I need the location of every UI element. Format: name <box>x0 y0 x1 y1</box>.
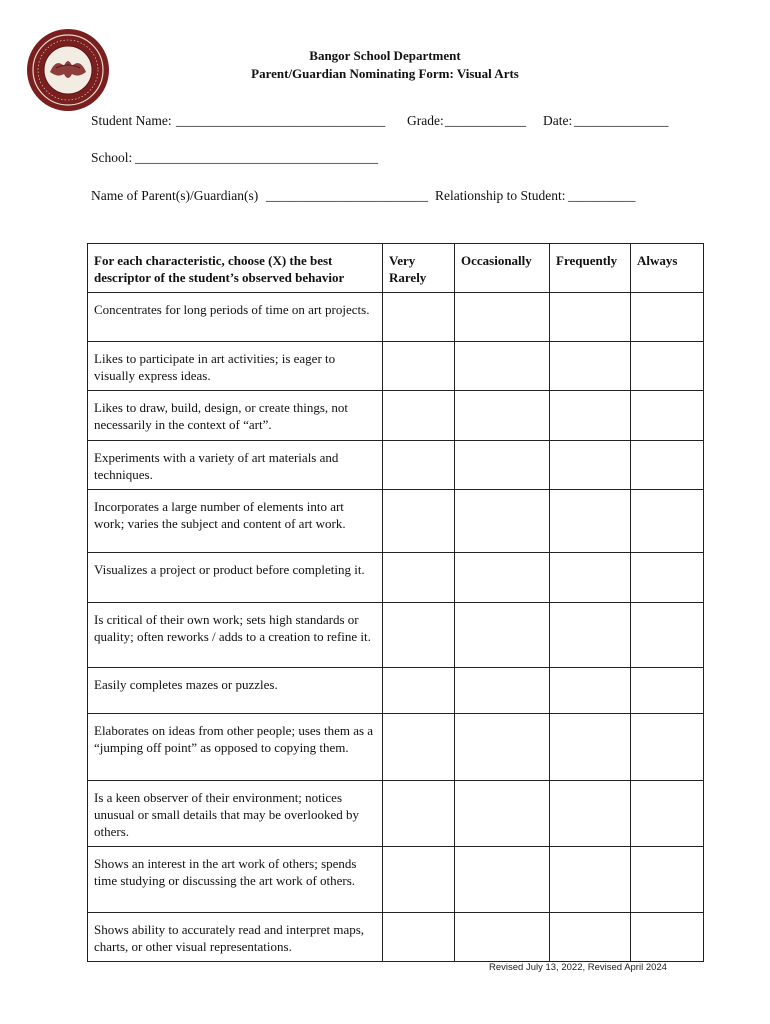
occasionally-checkbox-cell[interactable] <box>455 391 550 441</box>
date-label: Date: <box>543 113 573 128</box>
table-row <box>88 913 704 962</box>
occasionally-checkbox-cell[interactable] <box>455 603 550 668</box>
frequently-checkbox-cell[interactable] <box>550 668 631 714</box>
always-checkbox-cell[interactable] <box>631 668 704 714</box>
table-row <box>88 847 704 913</box>
occasionally-checkbox-cell[interactable] <box>455 441 550 490</box>
school-label: School: <box>91 150 133 165</box>
always-checkbox-cell[interactable] <box>631 781 704 847</box>
date-field[interactable]: ______________ <box>574 113 669 128</box>
table-row <box>88 668 704 714</box>
very-rarely-checkbox-cell[interactable] <box>383 490 455 553</box>
always-checkbox-cell[interactable] <box>631 603 704 668</box>
very-rarely-checkbox-cell[interactable] <box>383 553 455 603</box>
always-checkbox-cell[interactable] <box>631 553 704 603</box>
grade-label: Grade: <box>407 113 444 128</box>
occasionally-checkbox-cell[interactable] <box>455 913 550 962</box>
table-row <box>88 391 704 441</box>
frequently-checkbox-cell[interactable] <box>550 490 631 553</box>
characteristic-text: Likes to participate in art activities; is eager to visually express ideas. <box>88 342 383 391</box>
table-row <box>88 490 704 553</box>
always-checkbox-cell[interactable] <box>631 490 704 553</box>
frequently-checkbox-cell[interactable] <box>550 714 631 781</box>
parent-guardian-label: Name of Parent(s)/Guardian(s) <box>91 188 259 203</box>
revision-note: Revised July 13, 2022, Revised April 2024 <box>489 962 667 973</box>
very-rarely-checkbox-cell[interactable] <box>383 391 455 441</box>
very-rarely-checkbox-cell[interactable] <box>383 668 455 714</box>
characteristic-text: Experiments with a variety of art materials and techniques. <box>88 441 383 490</box>
table-header-row <box>88 244 704 293</box>
occasionally-checkbox-cell[interactable] <box>455 847 550 913</box>
grade-field[interactable]: ____________ <box>445 113 526 128</box>
always-checkbox-cell[interactable] <box>631 391 704 441</box>
always-checkbox-cell[interactable] <box>631 913 704 962</box>
always-checkbox-cell[interactable] <box>631 293 704 342</box>
student-name-field[interactable]: _______________________________ <box>176 113 386 128</box>
behavior-rating-table <box>87 243 704 962</box>
very-rarely-checkbox-cell[interactable] <box>383 913 455 962</box>
occasionally-checkbox-cell[interactable] <box>455 490 550 553</box>
always-column-header: Always <box>631 244 704 293</box>
org-name: Bangor School Department <box>309 48 461 63</box>
student-name-label: Student Name: <box>91 113 172 128</box>
frequently-checkbox-cell[interactable] <box>550 293 631 342</box>
frequently-checkbox-cell[interactable] <box>550 913 631 962</box>
parent-guardian-field[interactable]: ________________________ <box>266 188 428 203</box>
school-field[interactable]: ____________________________________ <box>135 150 378 165</box>
always-checkbox-cell[interactable] <box>631 847 704 913</box>
occasionally-checkbox-cell[interactable] <box>455 714 550 781</box>
very-rarely-checkbox-cell[interactable] <box>383 847 455 913</box>
very-rarely-column-header: Very Rarely <box>383 244 455 293</box>
form-title: Parent/Guardian Nominating Form: Visual Arts <box>251 66 519 81</box>
frequently-column-header: Frequently <box>550 244 631 293</box>
characteristic-text: Easily completes mazes or puzzles. <box>88 668 383 714</box>
characteristic-text: Incorporates a large number of elements into art work; varies the subject and content of art work. <box>88 490 383 553</box>
frequently-checkbox-cell[interactable] <box>550 847 631 913</box>
frequently-checkbox-cell[interactable] <box>550 781 631 847</box>
very-rarely-checkbox-cell[interactable] <box>383 342 455 391</box>
characteristic-text: Likes to draw, build, design, or create things, not necessarily in the context of “art”. <box>88 391 383 441</box>
very-rarely-checkbox-cell[interactable] <box>383 441 455 490</box>
occasionally-checkbox-cell[interactable] <box>455 293 550 342</box>
table-row <box>88 441 704 490</box>
occasionally-column-header: Occasionally <box>455 244 550 293</box>
table-row <box>88 293 704 342</box>
occasionally-checkbox-cell[interactable] <box>455 781 550 847</box>
occasionally-checkbox-cell[interactable] <box>455 553 550 603</box>
frequently-checkbox-cell[interactable] <box>550 553 631 603</box>
table-row <box>88 781 704 847</box>
characteristic-text: Concentrates for long periods of time on art projects. <box>88 293 383 342</box>
occasionally-checkbox-cell[interactable] <box>455 342 550 391</box>
table-row <box>88 553 704 603</box>
frequently-checkbox-cell[interactable] <box>550 342 631 391</box>
frequently-checkbox-cell[interactable] <box>550 603 631 668</box>
table-row <box>88 342 704 391</box>
characteristic-text: Shows an interest in the art work of others; spends time studying or discussing the art work of others. <box>88 847 383 913</box>
table-row <box>88 603 704 668</box>
very-rarely-checkbox-cell[interactable] <box>383 781 455 847</box>
characteristic-text: Is critical of their own work; sets high standards or quality; often reworks / adds to a creation to refine it. <box>88 603 383 668</box>
very-rarely-checkbox-cell[interactable] <box>383 293 455 342</box>
characteristic-text: Visualizes a project or product before completing it. <box>88 553 383 603</box>
relationship-field[interactable]: __________ <box>568 188 636 203</box>
occasionally-checkbox-cell[interactable] <box>455 668 550 714</box>
always-checkbox-cell[interactable] <box>631 441 704 490</box>
very-rarely-checkbox-cell[interactable] <box>383 714 455 781</box>
frequently-checkbox-cell[interactable] <box>550 391 631 441</box>
very-rarely-checkbox-cell[interactable] <box>383 603 455 668</box>
always-checkbox-cell[interactable] <box>631 714 704 781</box>
characteristic-text: Shows ability to accurately read and interpret maps, charts, or other visual representations. <box>88 913 383 962</box>
table-row <box>88 714 704 781</box>
always-checkbox-cell[interactable] <box>631 342 704 391</box>
characteristic-column-header: For each characteristic, choose (X) the best descriptor of the student’s observed behavior <box>88 244 383 293</box>
characteristic-text: Is a keen observer of their environment; notices unusual or small details that may be overlooked by others. <box>88 781 383 847</box>
relationship-label: Relationship to Student: <box>435 188 566 203</box>
characteristic-text: Elaborates on ideas from other people; uses them as a “jumping off point” as opposed to copying them. <box>88 714 383 781</box>
frequently-checkbox-cell[interactable] <box>550 441 631 490</box>
